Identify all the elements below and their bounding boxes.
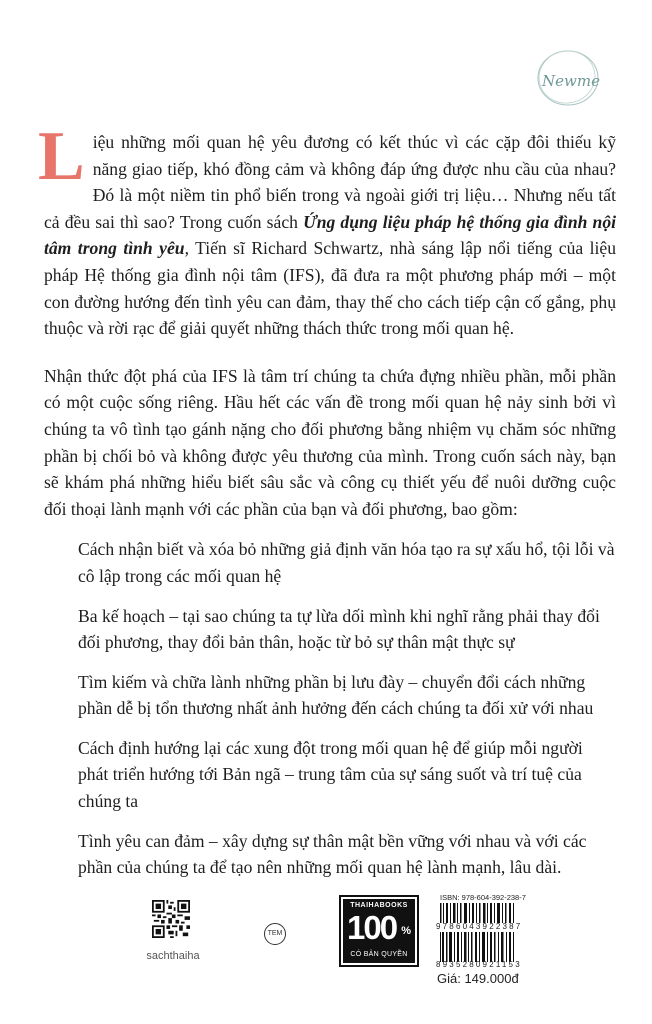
list-item: Cách định hướng lại các xung đột trong mối quan hệ để giúp mỗi người phát triển hướng tới Bản ngã – trung tâm của sự sáng suốt và trí tuệ của chúng ta [78,737,583,812]
list-item: Cách nhận biết và xóa bỏ những giả định văn hóa tạo ra sự xấu hổ, tội lỗi và cô lập trong các mối quan hệ [78,539,615,586]
intro-paragraph: Liệu những mối quan hệ yêu đương có kết thúc vì các cặp đôi thiếu kỹ năng giao tiếp, khó đồng cảm và không đáp ứng được nhu cầu của nhau? Đó là một niềm tin phổ biến trong và ngoài giới trị liệu… Nhưng nếu tất cả đều sai thì sao? Trong cuốn sách Ứng dụng liệu pháp hệ thống gia đình nội tâm trong tình yêu, Tiến sĩ Richard Schwartz, nhà sáng lập nổi tiếng của liệu pháp Hệ thống gia đình nội tâm (IFS), đã đưa ra một phương pháp mới – một con đường hướng đến tình yêu can đảm, thay thế cho cách tiếp cận cố gắng, phụ thuộc và rời rạc để giải quyết những thách thức trong mối quan hệ. [38,118,617,339]
newme-logo-icon [532,46,606,108]
insight-paragraph: Nhận thức đột phá của IFS là tâm trí chúng ta chứa đựng nhiều phần, mỗi phần có một cuộc sống riêng. Hầu hết các vấn đề trong mối quan hệ nảy sinh bởi vì chúng ta vô tình tạo gánh nặng cho đối phương bằng nhiệm vụ chăm sóc những phần bị chối bỏ và không được yêu thương của mình. Trong cuốn sách này, bạn sẽ khám phá những hiểu biết sâu sắc và công cụ thiết yếu để nuôi dưỡng cuộc đối thoại lành mạnh với các phần của bạn và đối phương, bao gồm: [44,365,616,519]
badge-percent: % [401,925,411,937]
qr-code-icon[interactable] [152,900,190,938]
badge-number: 100 [347,909,397,946]
isbn-barcode-icon [438,903,516,923]
drop-cap: L [38,118,85,195]
badge-subtitle: CÓ BẢN QUYỀN [350,951,408,958]
list-item: Tìm kiếm và chữa lành những phần bị lưu đày – chuyển đổi cách những phần dễ bị tổn thương nhất ảnh hưởng đến cách chúng ta đối xử với nhau [78,671,594,719]
book-title: Ứng dụng liệu pháp hệ thống gia đình nội tâm trong tình yêu [44,211,617,259]
badge-brand: THAIHABOOKS [350,902,408,909]
product-digits: 8935280921153 [436,960,522,969]
product-barcode-icon [438,932,516,962]
isbn-label: ISBN: 978-604-392-238-7 [440,893,526,902]
tem-stamp: TEM [264,923,286,945]
features-list [44,536,616,881]
price-label: Giá: 149.000đ [437,971,519,986]
list-item: Tình yêu can đảm – xây dựng sự thân mật bền vững với nhau và với các phần của chúng ta để tạo nên những mối quan hệ lành mạnh, lâu dài. [78,830,587,878]
isbn-digits: 9786043922387 [436,922,523,931]
copyright-badge [339,895,419,967]
qr-label: sachthaiha [146,950,200,962]
back-cover-blurb [38,118,617,894]
logo-text: Newme [542,72,600,90]
publisher-logo [532,46,606,108]
list-item: Ba kế hoạch – tại sao chúng ta tự lừa dối mình khi nghĩ rằng phải thay đổi đối phương, thay đổi bản thân, hoặc từ bỏ sự thân mật thực sự [78,605,600,653]
cover-footer [0,895,652,985]
